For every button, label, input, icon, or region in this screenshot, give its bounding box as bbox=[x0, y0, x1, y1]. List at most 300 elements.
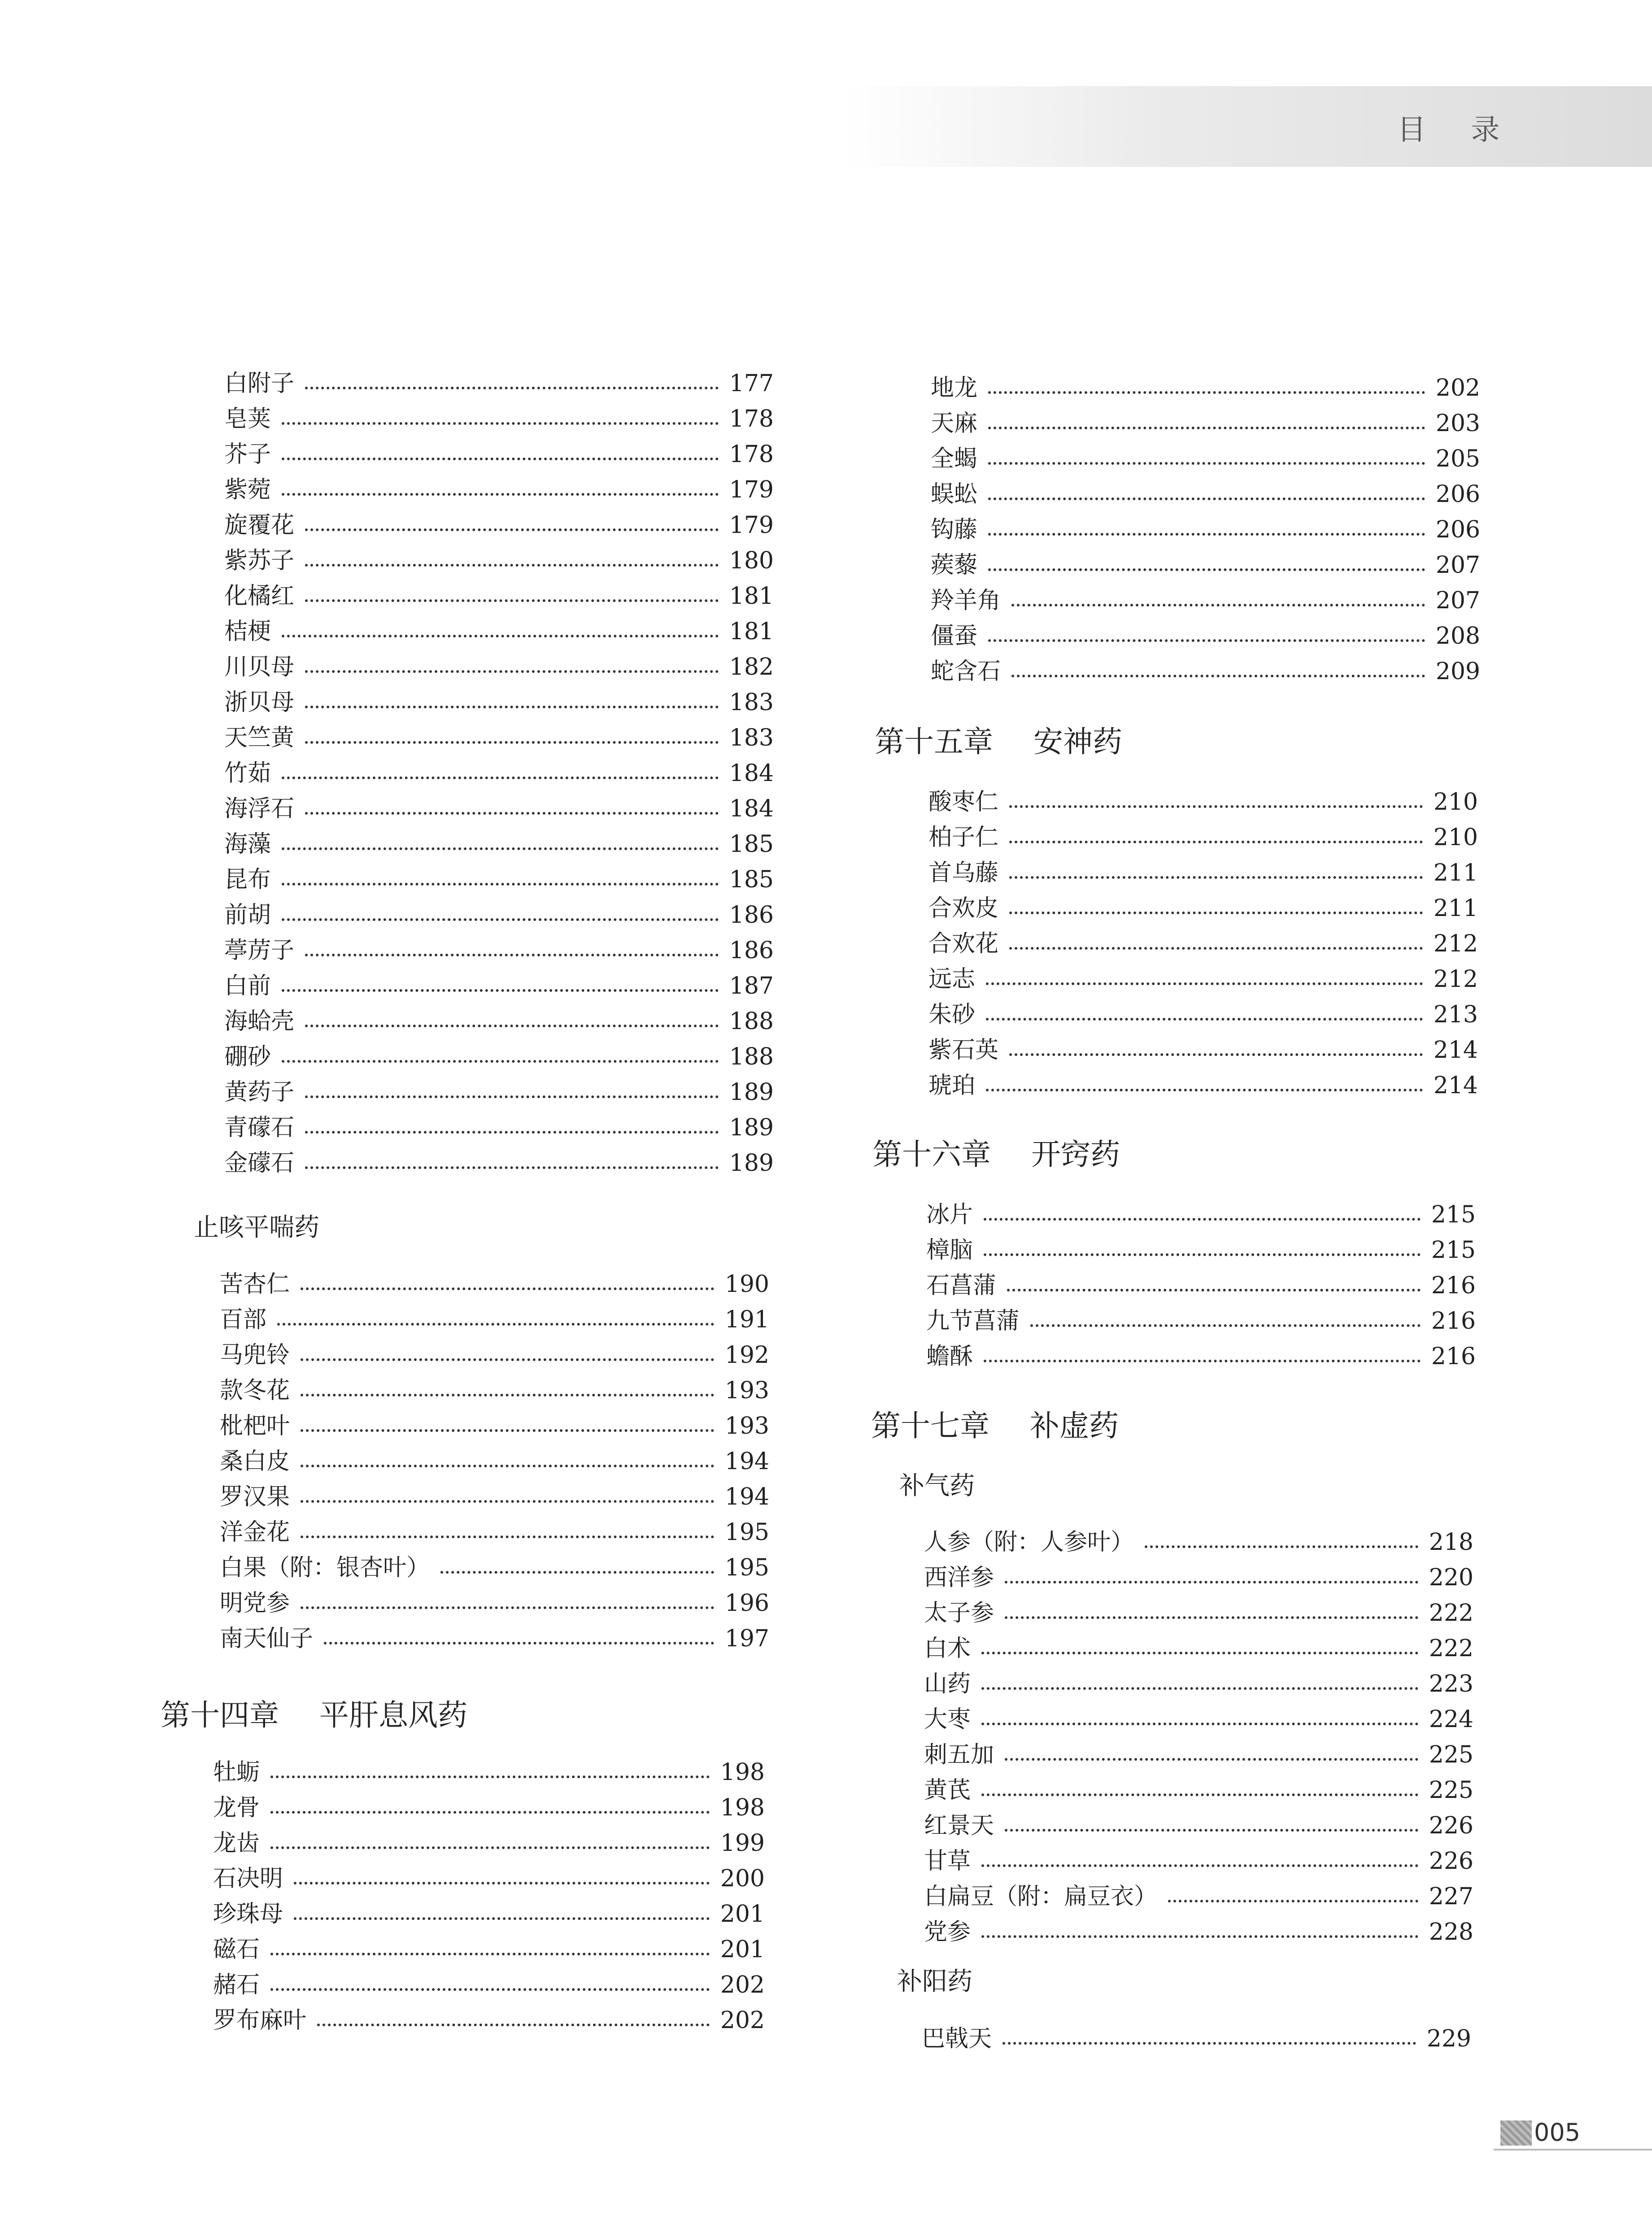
entry-name: 巴戟天 bbox=[922, 2025, 992, 2052]
toc-entry[interactable] bbox=[224, 364, 774, 397]
toc-entry[interactable] bbox=[224, 400, 774, 432]
entry-name: 石菖蒲 bbox=[926, 1272, 997, 1299]
entry-name: 紫石英 bbox=[928, 1037, 999, 1064]
entry-page: 186 bbox=[729, 902, 774, 929]
entry-page: 194 bbox=[724, 1483, 769, 1510]
entry-page: 215 bbox=[1431, 1237, 1476, 1264]
entry-page: 188 bbox=[729, 1008, 774, 1035]
toc-entry[interactable] bbox=[220, 1513, 769, 1546]
entry-name: 赭石 bbox=[213, 1972, 260, 1998]
entry-name: 太子参 bbox=[924, 1600, 994, 1627]
entry-page: 201 bbox=[720, 1936, 765, 1963]
section-heading: 止咳平喘药 bbox=[194, 1213, 319, 1242]
entry-name: 西洋参 bbox=[924, 1564, 994, 1591]
entry-page: 178 bbox=[729, 406, 774, 432]
entry-page: 218 bbox=[1429, 1529, 1473, 1556]
entry-name: 紫菀 bbox=[224, 476, 271, 503]
entry-name: 柏子仁 bbox=[928, 824, 999, 851]
toc-entry[interactable] bbox=[924, 1877, 1473, 1910]
entry-name: 皂荚 bbox=[224, 406, 271, 432]
toc-entry[interactable] bbox=[928, 995, 1478, 1028]
entry-name: 川贝母 bbox=[224, 654, 295, 681]
dot-leader bbox=[301, 1536, 714, 1538]
entry-page: 190 bbox=[724, 1271, 769, 1298]
entry-page: 220 bbox=[1429, 1564, 1473, 1591]
entry-page: 213 bbox=[1433, 1001, 1478, 1028]
toc-entry[interactable] bbox=[224, 1144, 774, 1177]
dot-leader bbox=[305, 670, 719, 673]
entry-page: 183 bbox=[729, 689, 774, 716]
dot-leader bbox=[305, 564, 719, 567]
entry-page: 179 bbox=[729, 512, 774, 539]
entry-name: 首乌藤 bbox=[928, 859, 999, 886]
entry-page: 191 bbox=[724, 1306, 769, 1333]
entry-page: 223 bbox=[1429, 1671, 1473, 1697]
toc-entry[interactable] bbox=[224, 790, 774, 822]
dot-leader bbox=[981, 1793, 1418, 1796]
dot-leader bbox=[282, 422, 719, 425]
entry-page: 192 bbox=[724, 1342, 769, 1369]
entry-page: 202 bbox=[720, 2007, 765, 2034]
toc-entry[interactable] bbox=[924, 1700, 1473, 1733]
entry-name: 苦杏仁 bbox=[220, 1271, 290, 1298]
entry-name: 浙贝母 bbox=[224, 689, 295, 716]
entry-name: 蒺藜 bbox=[931, 552, 978, 579]
entry-page: 222 bbox=[1429, 1635, 1473, 1662]
toc-entry[interactable] bbox=[224, 541, 774, 574]
toc-entry[interactable] bbox=[928, 889, 1478, 922]
entry-page: 216 bbox=[1431, 1308, 1476, 1335]
toc-entry[interactable] bbox=[224, 967, 774, 999]
toc-entry[interactable] bbox=[931, 546, 1480, 579]
entry-name: 葶苈子 bbox=[224, 937, 295, 964]
section-heading: 补气药 bbox=[899, 1471, 975, 1501]
entry-page: 180 bbox=[729, 547, 774, 574]
toc-entry[interactable] bbox=[924, 1771, 1473, 1804]
toc-entry[interactable] bbox=[213, 1824, 765, 1857]
dot-leader bbox=[1030, 1324, 1421, 1327]
entry-name: 蜈蚣 bbox=[931, 481, 978, 508]
entry-name: 磁石 bbox=[213, 1936, 260, 1963]
toc-entry[interactable] bbox=[928, 854, 1478, 886]
chapter-number: 第十六章 bbox=[872, 1137, 991, 1172]
dot-leader bbox=[981, 1687, 1418, 1690]
entry-page: 188 bbox=[729, 1043, 774, 1070]
entry-name: 僵蚕 bbox=[931, 623, 978, 650]
dot-leader bbox=[305, 812, 719, 815]
toc-entry[interactable] bbox=[924, 1629, 1473, 1662]
dot-leader bbox=[270, 1811, 710, 1814]
entry-name: 山药 bbox=[924, 1671, 971, 1697]
dot-leader bbox=[981, 1864, 1418, 1867]
toc-entry[interactable] bbox=[224, 1002, 774, 1035]
dot-leader bbox=[305, 741, 719, 744]
entry-page: 211 bbox=[1433, 895, 1478, 922]
entry-page: 182 bbox=[729, 654, 774, 681]
entry-name: 远志 bbox=[928, 966, 976, 993]
chapter-number: 第十四章 bbox=[161, 1698, 279, 1732]
toc-entry[interactable] bbox=[213, 1966, 765, 1998]
entry-name: 大枣 bbox=[924, 1706, 971, 1733]
toc-entry[interactable] bbox=[924, 1913, 1473, 1946]
entry-name: 青礞石 bbox=[224, 1114, 295, 1141]
dot-leader bbox=[1003, 2042, 1416, 2045]
dot-leader bbox=[981, 1935, 1418, 1938]
toc-entry[interactable] bbox=[224, 1073, 774, 1106]
entry-name: 刺五加 bbox=[924, 1741, 994, 1768]
entry-name: 冰片 bbox=[926, 1201, 973, 1228]
toc-entry[interactable] bbox=[931, 475, 1480, 508]
toc-entry[interactable] bbox=[928, 1066, 1478, 1099]
dot-leader bbox=[301, 1429, 714, 1432]
chapter-number: 第十五章 bbox=[875, 724, 993, 759]
entry-name: 白术 bbox=[924, 1635, 971, 1662]
entry-name: 南天仙子 bbox=[220, 1625, 314, 1652]
dot-leader bbox=[1009, 876, 1423, 879]
dot-leader bbox=[1168, 1900, 1418, 1902]
toc-entry[interactable] bbox=[220, 1300, 769, 1333]
entry-name: 化橘红 bbox=[224, 583, 295, 610]
chapter-heading bbox=[875, 718, 1122, 760]
entry-name: 桑白皮 bbox=[220, 1448, 290, 1475]
dot-leader bbox=[270, 1776, 710, 1778]
entry-page: 209 bbox=[1435, 658, 1480, 685]
entry-name: 硼砂 bbox=[224, 1043, 271, 1070]
entry-page: 207 bbox=[1435, 587, 1480, 614]
chapter-heading bbox=[161, 1691, 467, 1734]
toc-entry[interactable] bbox=[926, 1266, 1476, 1299]
entry-name: 白前 bbox=[224, 973, 271, 999]
toc-entry[interactable] bbox=[220, 1478, 769, 1510]
entry-page: 193 bbox=[724, 1413, 769, 1440]
entry-name: 九节菖蒲 bbox=[926, 1308, 1020, 1335]
toc-entry[interactable] bbox=[931, 581, 1480, 614]
toc-entry[interactable] bbox=[213, 1753, 765, 1786]
dot-leader bbox=[988, 639, 1425, 642]
entry-name: 石决明 bbox=[213, 1865, 283, 1892]
entry-name: 钩藤 bbox=[931, 516, 978, 543]
toc-entry[interactable] bbox=[224, 860, 774, 893]
dot-leader bbox=[984, 1218, 1421, 1221]
entry-name: 牡蛎 bbox=[213, 1759, 260, 1786]
dot-leader bbox=[986, 982, 1423, 985]
dot-leader bbox=[301, 1287, 714, 1290]
dot-leader bbox=[1011, 675, 1425, 677]
toc-entry[interactable] bbox=[224, 754, 774, 787]
entry-page: 184 bbox=[729, 795, 774, 822]
entry-page: 195 bbox=[724, 1519, 769, 1546]
chapter-title: 开窍药 bbox=[1031, 1137, 1120, 1172]
entry-name: 全蝎 bbox=[931, 445, 978, 472]
entry-name: 合欢皮 bbox=[928, 895, 999, 922]
entry-page: 210 bbox=[1433, 824, 1478, 851]
entry-page: 215 bbox=[1431, 1201, 1476, 1228]
toc-entry[interactable] bbox=[924, 1806, 1473, 1839]
entry-page: 226 bbox=[1429, 1848, 1473, 1875]
dot-leader bbox=[1005, 1616, 1418, 1619]
entry-page: 196 bbox=[724, 1590, 769, 1617]
toc-entry[interactable] bbox=[224, 825, 774, 858]
dot-leader bbox=[1009, 841, 1423, 843]
dot-leader bbox=[305, 1025, 719, 1027]
entry-page: 207 bbox=[1435, 552, 1480, 579]
entry-name: 珍珠母 bbox=[213, 1901, 283, 1928]
entry-page: 210 bbox=[1433, 789, 1478, 816]
entry-page: 203 bbox=[1435, 410, 1480, 437]
entry-page: 212 bbox=[1433, 930, 1478, 957]
toc-entry[interactable] bbox=[928, 1031, 1478, 1064]
toc-entry[interactable] bbox=[220, 1336, 769, 1369]
toc-entry[interactable] bbox=[926, 1231, 1476, 1264]
dot-leader bbox=[305, 1095, 719, 1098]
entry-page: 177 bbox=[729, 370, 774, 397]
dot-leader bbox=[294, 1882, 710, 1885]
entry-page: 226 bbox=[1429, 1812, 1473, 1839]
dot-leader bbox=[282, 847, 719, 850]
toc-entry[interactable] bbox=[926, 1337, 1476, 1370]
dot-leader bbox=[440, 1571, 714, 1574]
dot-leader bbox=[1009, 1053, 1423, 1056]
dot-leader bbox=[324, 1642, 714, 1645]
toc-entry[interactable] bbox=[220, 1407, 769, 1440]
toc-entry[interactable] bbox=[931, 404, 1480, 437]
dot-leader bbox=[301, 1606, 714, 1609]
dot-leader bbox=[301, 1500, 714, 1503]
dot-leader bbox=[981, 1723, 1418, 1725]
entry-page: 189 bbox=[729, 1114, 774, 1141]
entry-page: 181 bbox=[729, 583, 774, 610]
entry-name: 旋覆花 bbox=[224, 512, 295, 539]
toc-entry[interactable] bbox=[220, 1549, 769, 1581]
toc-entry[interactable] bbox=[220, 1619, 769, 1652]
dot-leader bbox=[988, 427, 1425, 429]
entry-name: 罗布麻叶 bbox=[213, 2007, 307, 2034]
entry-name: 黄芪 bbox=[924, 1777, 971, 1804]
entry-page: 197 bbox=[724, 1625, 769, 1652]
chapter-heading bbox=[871, 1402, 1119, 1444]
entry-page: 189 bbox=[729, 1079, 774, 1106]
toc-entry[interactable] bbox=[928, 925, 1478, 957]
chapter-title: 补虚药 bbox=[1030, 1409, 1119, 1443]
entry-name: 羚羊角 bbox=[931, 587, 1001, 614]
dot-leader bbox=[301, 1358, 714, 1361]
entry-name: 枇杷叶 bbox=[220, 1413, 290, 1440]
toc-entry[interactable] bbox=[928, 818, 1478, 851]
dot-leader bbox=[305, 599, 719, 602]
toc-entry[interactable] bbox=[931, 510, 1480, 543]
dot-leader bbox=[1005, 1581, 1418, 1584]
toc-entry[interactable] bbox=[224, 1108, 774, 1141]
dot-leader bbox=[317, 2024, 710, 2026]
toc-entry[interactable] bbox=[220, 1265, 769, 1298]
toc-entry[interactable] bbox=[926, 1195, 1476, 1228]
toc-entry[interactable] bbox=[224, 931, 774, 964]
dot-leader bbox=[988, 497, 1425, 500]
entry-page: 205 bbox=[1435, 445, 1480, 472]
toc-entry[interactable] bbox=[220, 1371, 769, 1404]
entry-name: 党参 bbox=[924, 1919, 971, 1946]
dot-leader bbox=[282, 883, 719, 886]
entry-page: 202 bbox=[1435, 375, 1480, 401]
dot-leader bbox=[988, 391, 1425, 394]
toc-entry[interactable] bbox=[213, 1789, 765, 1821]
entry-name: 白扁豆（附：扁豆衣） bbox=[924, 1883, 1158, 1910]
entry-page: 181 bbox=[729, 618, 774, 645]
entry-page: 200 bbox=[720, 1865, 765, 1892]
entry-page: 194 bbox=[724, 1448, 769, 1475]
entry-page: 185 bbox=[729, 866, 774, 893]
entry-name: 天麻 bbox=[931, 410, 978, 437]
entry-page: 222 bbox=[1429, 1600, 1473, 1627]
entry-name: 红景天 bbox=[924, 1812, 994, 1839]
toc-entry[interactable] bbox=[213, 1859, 765, 1892]
entry-name: 马兜铃 bbox=[220, 1342, 290, 1369]
toc-entry[interactable] bbox=[924, 1665, 1473, 1697]
dot-leader bbox=[282, 989, 719, 992]
entry-page: 184 bbox=[729, 760, 774, 787]
toc-entry[interactable] bbox=[224, 577, 774, 610]
dot-leader bbox=[282, 777, 719, 779]
entry-name: 人参（附：人参叶） bbox=[924, 1529, 1134, 1556]
dot-leader bbox=[1007, 1289, 1421, 1291]
entry-page: 206 bbox=[1435, 516, 1480, 543]
entry-page: 211 bbox=[1433, 859, 1478, 886]
entry-name: 地龙 bbox=[931, 375, 978, 401]
dot-leader bbox=[270, 1846, 710, 1849]
entry-page: 186 bbox=[729, 937, 774, 964]
entry-page: 201 bbox=[720, 1901, 765, 1928]
entry-name: 合欢花 bbox=[928, 930, 999, 957]
dot-leader bbox=[282, 458, 719, 460]
entry-name: 昆布 bbox=[224, 866, 271, 893]
dot-leader bbox=[282, 635, 719, 637]
entry-page: 225 bbox=[1429, 1741, 1473, 1768]
dot-leader bbox=[1011, 604, 1425, 606]
entry-page: 227 bbox=[1429, 1883, 1473, 1910]
entry-name: 紫苏子 bbox=[224, 547, 295, 574]
toc-entry[interactable] bbox=[931, 440, 1480, 472]
entry-name: 金礞石 bbox=[224, 1150, 295, 1177]
dot-leader bbox=[294, 1917, 710, 1920]
section-heading: 补阳药 bbox=[897, 1967, 972, 1996]
dot-leader bbox=[270, 1953, 710, 1955]
entry-page: 202 bbox=[720, 1972, 765, 1998]
dot-leader bbox=[986, 1018, 1423, 1021]
dot-leader bbox=[984, 1360, 1421, 1362]
dot-leader bbox=[305, 706, 719, 708]
toc-entry[interactable] bbox=[931, 652, 1480, 685]
dot-leader bbox=[305, 1131, 719, 1134]
entry-name: 桔梗 bbox=[224, 618, 271, 645]
toc-entry[interactable] bbox=[224, 896, 774, 929]
toc-entry[interactable] bbox=[928, 783, 1478, 816]
entry-page: 216 bbox=[1431, 1343, 1476, 1370]
toc-entry[interactable] bbox=[224, 683, 774, 716]
entry-page: 183 bbox=[729, 724, 774, 751]
entry-name: 朱砂 bbox=[928, 1001, 976, 1028]
entry-page: 208 bbox=[1435, 623, 1480, 650]
chapter-heading bbox=[872, 1130, 1120, 1173]
toc-entry[interactable] bbox=[924, 1842, 1473, 1875]
entry-page: 193 bbox=[724, 1377, 769, 1404]
dot-leader bbox=[986, 1089, 1423, 1091]
toc-entry[interactable] bbox=[931, 369, 1480, 401]
toc-entry[interactable] bbox=[213, 2001, 765, 2034]
toc-entry[interactable] bbox=[931, 617, 1480, 650]
dot-leader bbox=[282, 918, 719, 921]
toc-entry[interactable] bbox=[224, 435, 774, 468]
dot-leader bbox=[305, 954, 719, 956]
header-band bbox=[843, 86, 1652, 167]
entry-name: 罗汉果 bbox=[220, 1483, 290, 1510]
dot-leader bbox=[270, 1988, 710, 1991]
toc-entry[interactable] bbox=[224, 471, 774, 503]
toc-entry[interactable] bbox=[220, 1442, 769, 1475]
dot-leader bbox=[305, 1166, 719, 1169]
entry-page: 224 bbox=[1429, 1706, 1473, 1733]
entry-page: 199 bbox=[720, 1830, 765, 1857]
toc-entry[interactable] bbox=[924, 1736, 1473, 1768]
entry-name: 白果（附：银杏叶） bbox=[220, 1554, 430, 1581]
entry-name: 蟾酥 bbox=[926, 1343, 973, 1370]
entry-page: 179 bbox=[729, 476, 774, 503]
entry-page: 198 bbox=[720, 1759, 765, 1786]
dot-leader bbox=[1009, 805, 1423, 808]
toc-entry[interactable] bbox=[926, 1302, 1476, 1335]
entry-name: 洋金花 bbox=[220, 1519, 290, 1546]
toc-entry[interactable] bbox=[224, 612, 774, 645]
dot-leader bbox=[282, 493, 719, 496]
entry-page: 195 bbox=[724, 1554, 769, 1581]
chapter-title: 安神药 bbox=[1033, 724, 1122, 759]
toc-entry[interactable] bbox=[224, 719, 774, 751]
toc-entry[interactable] bbox=[924, 1594, 1473, 1627]
dot-leader bbox=[1009, 912, 1423, 914]
entry-page: 185 bbox=[729, 831, 774, 858]
toc-entry[interactable] bbox=[224, 506, 774, 539]
entry-name: 百部 bbox=[220, 1306, 267, 1333]
toc-entry[interactable] bbox=[924, 1523, 1473, 1556]
entry-page: 178 bbox=[729, 441, 774, 468]
entry-name: 龙骨 bbox=[213, 1794, 260, 1821]
toc-entry[interactable] bbox=[213, 1895, 765, 1928]
dot-leader bbox=[988, 462, 1425, 465]
entry-page: 212 bbox=[1433, 966, 1478, 993]
entry-name: 海藻 bbox=[224, 831, 271, 858]
entry-name: 甘草 bbox=[924, 1848, 971, 1875]
page-title: 目 录 bbox=[1397, 113, 1518, 147]
toc-entry[interactable] bbox=[224, 648, 774, 681]
chapter-number: 第十七章 bbox=[871, 1409, 989, 1443]
toc-entry[interactable] bbox=[220, 1584, 769, 1617]
page-number-marker bbox=[1500, 2120, 1532, 2146]
dot-leader bbox=[305, 528, 719, 531]
dot-leader bbox=[301, 1465, 714, 1467]
toc-entry[interactable] bbox=[224, 1038, 774, 1070]
toc-entry[interactable] bbox=[924, 1558, 1473, 1591]
entry-name: 天竺黄 bbox=[224, 724, 295, 751]
entry-page: 198 bbox=[720, 1794, 765, 1821]
dot-leader bbox=[1005, 1829, 1418, 1832]
entry-name: 黄药子 bbox=[224, 1079, 295, 1106]
toc-entry[interactable] bbox=[213, 1930, 765, 1963]
toc-entry[interactable] bbox=[928, 960, 1478, 993]
entry-name: 前胡 bbox=[224, 902, 271, 929]
entry-name: 樟脑 bbox=[926, 1237, 973, 1264]
chapter-title: 平肝息风药 bbox=[319, 1698, 467, 1732]
toc-entry[interactable] bbox=[922, 2020, 1471, 2052]
dot-leader bbox=[981, 1652, 1418, 1654]
